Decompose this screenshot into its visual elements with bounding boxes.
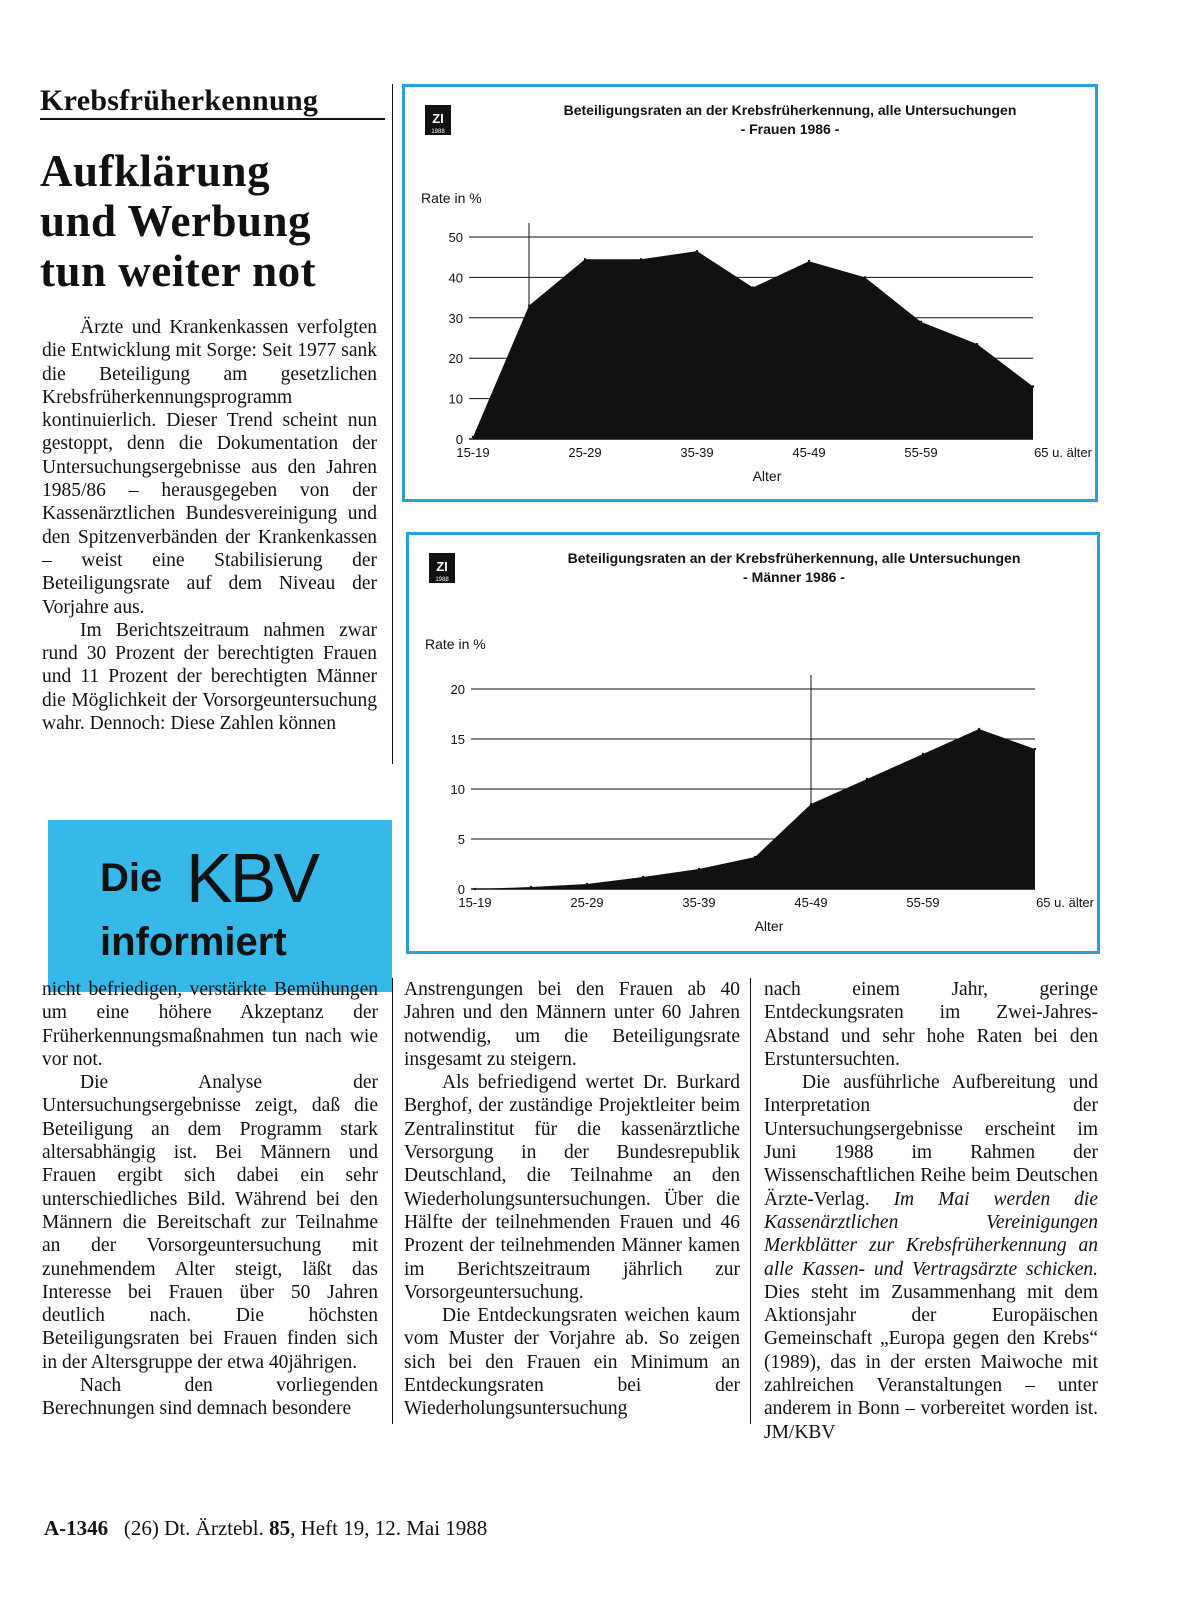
- chart-men: [406, 532, 1100, 954]
- chart-subtitle: - Frauen 1986 -: [740, 121, 840, 137]
- paragraph: [764, 1071, 1098, 1444]
- kbv-die-text: Die: [100, 856, 163, 900]
- y-axis-label: Rate in %: [425, 636, 486, 652]
- journal-name: (26) Dt. Ärztebl.: [123, 1516, 264, 1540]
- kbv-info-box: [48, 820, 392, 992]
- data-point: [864, 276, 866, 278]
- x-tick-label: 65 u. älter: [1036, 895, 1094, 910]
- author-signature: JM/KBV: [764, 1421, 836, 1443]
- x-tick-label: 45-49: [792, 445, 826, 460]
- data-point: [752, 286, 754, 288]
- x-tick-label: 15-19: [456, 445, 490, 460]
- x-axis-label: Alter: [752, 468, 782, 484]
- area-series: [473, 251, 1033, 439]
- zi-badge-text: ZI: [432, 111, 444, 126]
- data-point: [586, 883, 588, 885]
- data-point: [1034, 748, 1036, 750]
- y-tick-label: 10: [448, 391, 463, 407]
- chart-title: Beteiligungsraten an der Krebsfrüherkennung, alle Untersuchungen: [563, 102, 1017, 118]
- data-point: [976, 343, 978, 345]
- y-tick-label: 0: [455, 432, 463, 447]
- paragraph-text: Dies steht im Zusammenhang mit dem Aktionsjahr der Europäischen Gemeinschaft „Europa gegen den Krebs“ (1989), das in der ersten Maiwoche mit zahlreichen Veranstaltungen – unter anderem in Bonn – vorbereitet worden ist.: [764, 1281, 1098, 1420]
- y-axis-label: Rate in %: [421, 190, 482, 206]
- page-footer: [44, 1516, 487, 1541]
- data-point: [1032, 385, 1034, 387]
- paragraph-text: Die ausführliche Aufbereitung und Interpretation der Untersuchungsergebnisse erscheint im Juni 1988 im Rahmen der Wissenschaftlichen Reihe beim Deutschen Ärzte-Verlag.: [764, 1072, 1098, 1210]
- data-point: [922, 753, 924, 755]
- chart-women-svg: [405, 87, 1095, 499]
- data-point: [920, 321, 922, 323]
- page-number: A-1346: [44, 1516, 109, 1540]
- data-point: [754, 856, 756, 858]
- data-point: [642, 876, 644, 878]
- zi-badge-year: 1988: [431, 129, 445, 135]
- x-tick-label: 45-49: [794, 895, 828, 910]
- x-tick-label: 25-29: [570, 895, 604, 910]
- y-tick-label: 5: [457, 832, 465, 847]
- y-tick-label: 50: [448, 230, 463, 245]
- y-tick-label: 0: [457, 882, 465, 897]
- paragraph-italic: Im Mai werden die Kassenärztlichen Vereinigungen Merkblätter zur Krebsfrüherkennung an alle Kassen- und Vertragsärzte schicken.: [764, 1188, 1098, 1280]
- chart-women: [402, 84, 1098, 502]
- journal-issue: , Heft 19, 12. Mai 1988: [290, 1516, 488, 1540]
- chart-men-svg: [409, 535, 1097, 951]
- chart-title: Beteiligungsraten an der Krebsfrüherkennung, alle Untersuchungen: [567, 550, 1021, 566]
- x-tick-label: 25-29: [568, 445, 602, 460]
- y-tick-label: 20: [450, 682, 465, 697]
- headline: [40, 146, 390, 296]
- column-rule: [750, 978, 751, 1424]
- paragraph: Als befriedigend wertet Dr. Burkard Berghof, der zuständige Projektleiter beim Zentralinstitut für die kassenärztliche Versorgung in der Bundesrepublik Deutschland, die Teilnahme an den Wiederholungsuntersuchungen. Über die Hälfte der teilnehmenden Frauen und 46 Prozent der teilnehmenden Männer kamen im Berichtszeitraum jährlich zur Vorsorgeuntersuchung.: [404, 1072, 740, 1303]
- x-tick-label: 65 u. älter: [1034, 445, 1092, 460]
- paragraph: Nach den vorliegenden Berechnungen sind demnach besondere: [42, 1375, 378, 1420]
- y-tick-label: 15: [450, 732, 465, 747]
- x-axis-label: Alter: [754, 918, 784, 934]
- kbv-informiert-text: informiert: [100, 920, 287, 964]
- data-point: [866, 778, 868, 780]
- x-tick-label: 35-39: [682, 895, 716, 910]
- y-tick-label: 10: [450, 782, 465, 797]
- paragraph: Ärzte und Krankenkassen verfolgten die Entwicklung mit Sorge: Seit 1977 sank die Beteiligung am gesetzlichen Krebsfrüherkennungsprogramm kontinuierlich. Dieser Trend scheint nun gestoppt, denn die Dokumentation der Untersuchungsergebnisse aus den Jahren 1985/86 – herausgegeben von der Kassenärztlichen Bundesvereinigung und den Spitzenverbänden der Krankenkassen – weist eine Stabilisierung der Beteiligungsrate auf dem Niveau der Vorjahre aus.: [42, 317, 377, 618]
- column-1: [42, 978, 378, 1421]
- paragraph: Im Berichtszeitraum nahmen zwar rund 30 Prozent der berechtigten Frauen und 11 Prozent der berechtigten Männer die Möglichkeit der Vorsorgeuntersuchung wahr. Dennoch: Diese Zahlen können: [42, 619, 377, 735]
- x-tick-label: 55-59: [904, 445, 938, 460]
- journal-volume: 85: [269, 1516, 291, 1540]
- y-tick-label: 20: [448, 351, 463, 367]
- column-3: [764, 978, 1098, 1444]
- x-tick-label: 55-59: [906, 895, 940, 910]
- data-point: [472, 436, 474, 438]
- paragraph: nicht befriedigen, verstärkte Bemühungen um eine höhere Akzeptanz der Früherkennungsmaßnahmen tun nach wie vor not.: [42, 979, 378, 1070]
- paragraph: Anstrengungen bei den Frauen ab 40 Jahren und den Männern unter 60 Jahren notwendig, um die Beteiligungsrate insgesamt zu steigern.: [404, 979, 740, 1070]
- y-tick-label: 40: [448, 270, 463, 286]
- data-point: [640, 258, 642, 260]
- paragraph: Die Entdeckungsraten weichen kaum vom Muster der Vorjahre ab. So zeigen sich bei den Frauen ein Minimum an Entdeckungsraten bei der Wiederholungsuntersuchung: [404, 1305, 740, 1420]
- column-2: [404, 978, 740, 1421]
- paragraph: Die Analyse der Untersuchungsergebnisse zeigt, daß die Beteiligung an dem Programm stark altersabhängig ist. Bei Männern und Frauen ergibt sich dabei ein sehr unterschiedliches Bild. Während bei den Männern die Bereitschaft zur Teilnahme an der Vorsorgeuntersuchung mit zunehmendem Alter steigt, läßt das Interesse bei Frauen über 50 Jahren deutlich nach. Die höchsten Beteiligungsraten bei Frauen finden sich in der Altersgruppe der etwa 40jährigen.: [42, 1072, 378, 1373]
- zi-badge-year: 1988: [435, 577, 449, 583]
- headline-line: Aufklärung: [40, 146, 271, 196]
- headline-line: tun weiter not: [40, 246, 317, 296]
- headline-line: und Werbung: [40, 196, 312, 246]
- section-title: Krebsfrüherkennung: [40, 84, 385, 120]
- data-point: [584, 258, 586, 260]
- data-point: [978, 728, 980, 730]
- data-point: [530, 886, 532, 888]
- data-point: [698, 868, 700, 870]
- area-series: [475, 729, 1035, 889]
- column-rule: [392, 84, 393, 764]
- y-tick-label: 30: [448, 310, 463, 326]
- paragraph: nach einem Jahr, geringe Entdeckungsraten im Zwei-Jahres-Abstand und sehr hohe Raten bei den Erstuntersuchten.: [764, 979, 1098, 1070]
- data-point: [808, 260, 810, 262]
- x-tick-label: 15-19: [458, 895, 492, 910]
- intro-text: [42, 316, 377, 735]
- chart-subtitle: - Männer 1986 -: [743, 569, 845, 585]
- x-tick-label: 35-39: [680, 445, 714, 460]
- zi-badge-text: ZI: [436, 559, 448, 574]
- kbv-logo: KBV: [186, 839, 318, 917]
- data-point: [696, 250, 698, 252]
- column-rule: [392, 978, 393, 1424]
